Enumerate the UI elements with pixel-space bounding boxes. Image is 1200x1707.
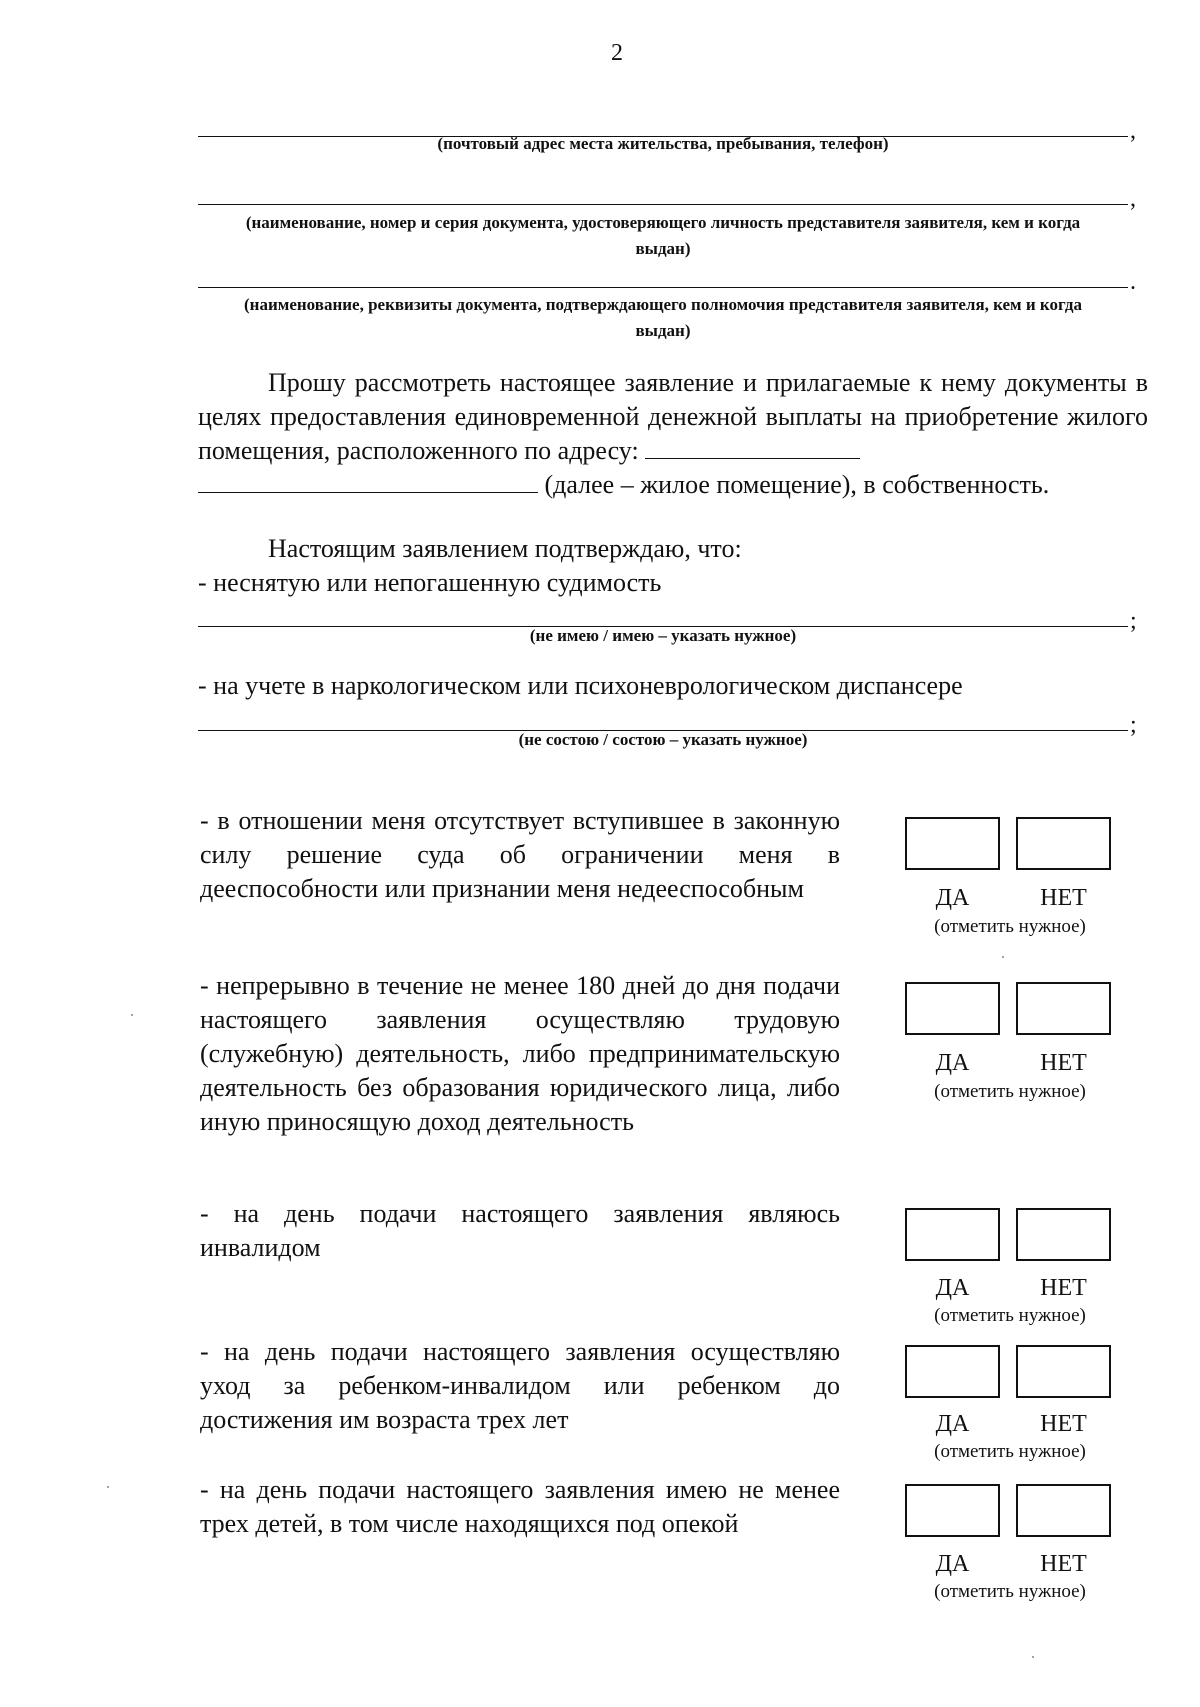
employment-no-checkbox[interactable] [1016,982,1111,1035]
three-children-no-checkbox[interactable] [1016,1484,1111,1537]
confirmation-intro: Настоящим заявлением подтверждаю, что: [268,534,742,563]
court-decision-yes-checkbox[interactable] [905,817,1000,870]
yes-label: ДА [935,1551,970,1577]
court-decision-item: - в отношении меня отсутствует вступившее в законную силу решение суда об ограничении меня в дееспособности или признании меня недееспособным [200,806,840,903]
child-care-yes-checkbox[interactable] [905,1345,1000,1398]
request-paragraph-end [198,468,1148,502]
mark-needed-note: (отметить нужное) [934,1081,1086,1102]
scan-speck [131,1014,133,1016]
period: . [1130,269,1136,295]
address-blank-continued[interactable] [198,472,538,493]
yes-label: ДА [935,1275,970,1301]
request-text: Прошу рассмотреть настоящее заявление и прилагаемые к нему документы в целях предоставления единовременной денежной выплаты на приобретение жилого помещения, расположенного по адресу: [198,368,1148,465]
employment-item: - непрерывно в течение не менее 180 дней до дня подачи настоящего заявления осуществляю трудовую (служебную) деятельность, либо предпринимательскую деятельность без образования юридического лица, либо иную приносящую доход деятельность [200,971,840,1136]
no-label: НЕТ [1040,1551,1087,1577]
no-label: НЕТ [1040,1050,1087,1076]
page-number: 2 [611,40,623,66]
three-children-item: - на день подачи настоящего заявления имею не менее трех детей, в том числе находящихся под опекой [200,1475,840,1538]
yes-label: ДА [935,1411,970,1437]
mark-needed-note: (отметить нужное) [934,1581,1086,1602]
disability-no-checkbox[interactable] [1016,1208,1111,1261]
scan-speck [1032,1656,1034,1658]
three-children-yes-checkbox[interactable] [905,1484,1000,1537]
authority-document-line[interactable] [198,287,1128,288]
scan-speck [107,1486,109,1488]
mark-needed-note: (отметить нужное) [934,916,1086,937]
postal-address-caption: (почтовый адрес места жительства, пребывания, телефон) [437,134,889,153]
request-paragraph [198,366,1148,468]
yes-label: ДА [935,1050,970,1076]
dispensary-caption: (не состою / состою – указать нужное) [518,730,808,749]
no-label: НЕТ [1040,1411,1087,1437]
no-label: НЕТ [1040,1275,1087,1301]
mark-needed-note: (отметить нужное) [934,1305,1086,1326]
scan-speck [1002,956,1004,958]
employment-yes-checkbox[interactable] [905,982,1000,1035]
dispensary-label: - на учете в наркологическом или психоневрологическом диспансере [198,671,963,700]
id-document-caption: (наименование, номер и серия документа, удостоверяющего личность представителя заявителя, кем и когда выдан) [245,213,1081,258]
court-decision-no-checkbox[interactable] [1016,817,1111,870]
comma: , [1130,186,1136,212]
semicolon: ; [1130,608,1137,634]
mark-needed-note: (отметить нужное) [934,1441,1086,1462]
no-label: НЕТ [1040,885,1087,911]
criminal-record-label: - неснятую или непогашенную судимость [198,568,662,597]
child-care-item: - на день подачи настоящего заявления осуществляю уход за ребенком-инвалидом или ребенком до достижения им возраста трех лет [200,1337,840,1434]
disability-item: - на день подачи настоящего заявления являюсь инвалидом [200,1199,840,1262]
yes-label: ДА [935,885,970,911]
address-blank[interactable] [645,438,860,459]
semicolon: ; [1130,712,1137,738]
disability-yes-checkbox[interactable] [905,1208,1000,1261]
request-text-end: (далее – жилое помещение), в собственность. [544,470,1050,499]
criminal-record-caption: (не имею / имею – указать нужное) [529,626,797,645]
id-document-line[interactable] [198,204,1128,205]
comma: , [1130,118,1136,144]
child-care-no-checkbox[interactable] [1016,1345,1111,1398]
authority-document-caption: (наименование, реквизиты документа, подтверждающего полномочия представителя заявителя, кем и когда выдан) [244,295,1082,340]
